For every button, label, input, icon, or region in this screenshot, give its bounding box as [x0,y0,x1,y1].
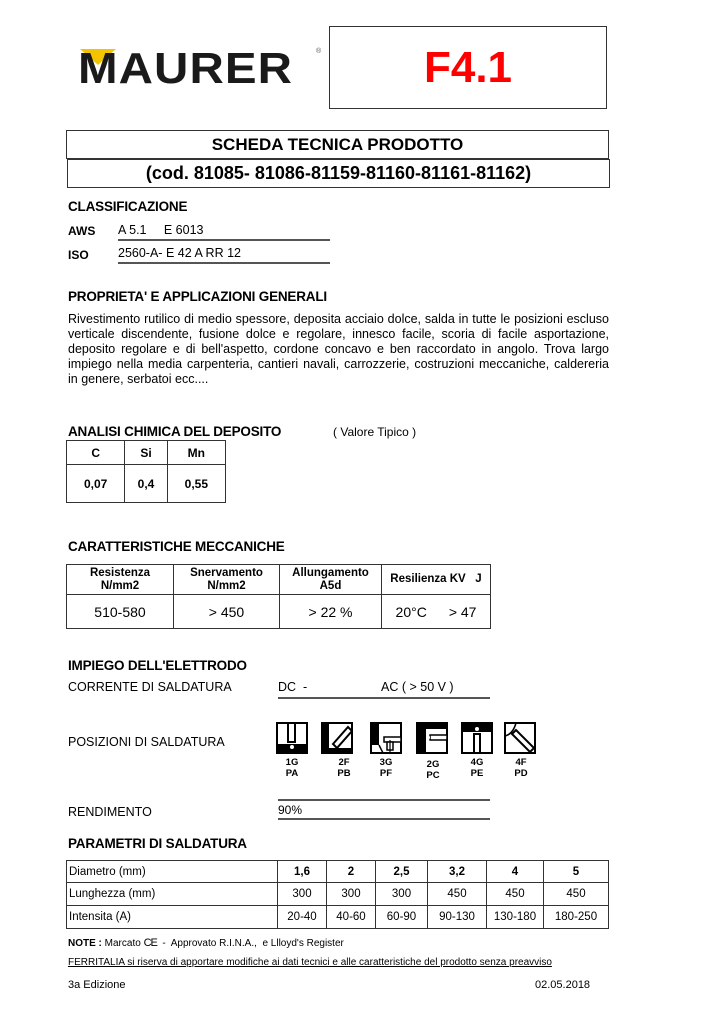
mech-value-resilienza [382,595,491,629]
param-row-label: Diametro (mm) [67,861,278,883]
param-cell: 180-250 [544,906,609,929]
parameters-heading: PARAMETRI DI SALDATURA [68,836,247,851]
iso-value: 2560-A- E 42 A RR 12 [118,246,330,264]
mech-col-label: Resilienza KV J [390,573,482,585]
param-cell: 2,5 [376,861,428,883]
position-iso: PC [426,770,440,781]
maurer-logo [78,46,328,92]
param-cell: 2 [327,861,376,883]
mechanical-header-row [67,565,491,595]
positions-label: POSIZIONI DI SALDATURA [68,735,225,749]
edition: 3a Edizione [68,979,126,991]
resilienza-energy: > 47 [448,603,477,620]
parameters-table [66,860,609,929]
horizontal-groove-weld-icon [416,722,448,754]
chem-value-mn: 0,55 [167,465,225,503]
note-label: NOTE : [68,938,102,949]
disclaimer: FERRITALIA si riserva di apportare modifiche ai dati tecnici e alle caratteristiche del prodotto senza preavviso [68,957,552,968]
chem-col-mn: Mn [167,441,225,465]
current-value-line [278,680,490,699]
resilienza-temperature: 20°C [395,603,427,620]
chemical-table [66,440,226,503]
chemical-value-row [67,465,226,503]
mechanical-heading: CARATTERISTICHE MECCANICHE [68,539,285,554]
registered-mark: ® [316,48,322,55]
current-label: CORRENTE DI SALDATURA [68,680,232,694]
overhead-groove-weld-icon [461,722,493,754]
efficiency-value: 90% [278,803,490,820]
mech-col-label: Resistenza [89,566,151,579]
properties-text: Rivestimento rutilico di medio spessore, deposita acciaio dolce, salda in tutte le posizioni escluso verticale discendente, fusione dolce e regolare, innesco facile, scoria di facile asportazione, deposito regolare e di bell'aspetto, cordone concavo e ben raccordato in angolo. Trova largo impiego nella media carpenteria, cantieri navali, carrozzerie, costruzioni meccaniche, caldereria in genere, serbatoi ecc.... [68,312,609,386]
current-ac: AC ( > 50 V ) [381,680,454,694]
position-label-3g [371,757,401,779]
param-cell: 3,2 [428,861,487,883]
position-iso: PB [337,768,351,779]
param-cell: 300 [278,883,327,906]
param-cell: 1,6 [278,861,327,883]
date: 02.05.2018 [535,979,591,991]
mechanical-value-row [67,595,491,629]
chem-col-si: Si [125,441,167,465]
position-code: 4F [515,757,527,768]
efficiency-label: RENDIMENTO [68,805,152,819]
position-label-4f [506,757,536,779]
overhead-fillet-weld-icon [504,722,536,754]
iso-label: ISO [68,248,89,262]
position-iso: PF [379,768,393,779]
mech-value-allungamento: > 22 % [280,595,382,629]
chem-value-c: 0,07 [67,465,125,503]
chemical-note: ( Valore Tipico ) [333,425,417,439]
efficiency-top-line [278,799,490,801]
position-code: 2F [338,757,350,768]
vertical-up-weld-icon [370,722,402,754]
mech-col-unit: N/mm2 [207,579,246,592]
aws-value: A 5.1 E 6013 [118,223,330,241]
position-code: 4G [470,757,484,768]
current-dc: DC - [278,680,308,694]
chemical-heading: ANALISI CHIMICA DEL DEPOSITO [68,424,282,439]
mech-col-unit: N/mm2 [100,579,140,592]
chem-col-c: C [67,441,125,465]
param-cell: 450 [487,883,544,906]
param-cell: 300 [327,883,376,906]
mech-value-snervamento: > 450 [174,595,280,629]
param-row-label: Lunghezza (mm) [67,883,278,906]
note-text-marked: Marcato [101,938,144,949]
mech-col-resilienza [382,565,491,595]
position-label-1g [277,757,307,779]
mech-col-resistenza [67,565,174,595]
position-code: 3G [379,757,393,768]
mech-col-snervamento [174,565,280,595]
document-title: SCHEDA TECNICA PRODOTTO [66,130,609,159]
param-cell: 5 [544,861,609,883]
footer-note [68,937,344,949]
param-cell: 90-130 [428,906,487,929]
brand-name: MAURER [78,44,294,93]
ce-mark-icon: CE [143,937,157,949]
parameters-row-diameter [67,861,609,883]
flat-groove-weld-icon [276,722,308,754]
position-code: 1G [285,757,299,768]
position-iso: PA [285,768,299,779]
note-text-approvals: - Approvato R.I.N.A., e Llloyd's Register [156,938,344,949]
mech-col-unit: A5d [319,579,342,592]
param-cell: 60-90 [376,906,428,929]
parameters-row-length [67,883,609,906]
position-iso: PE [470,768,484,779]
param-cell: 20-40 [278,906,327,929]
product-codes: (cod. 81085- 81086-81159-81160-81161-81162) [67,159,610,188]
position-iso: PD [514,768,528,779]
param-cell: 40-60 [327,906,376,929]
param-cell: 300 [376,883,428,906]
parameters-row-current [67,906,609,929]
classification-heading: CLASSIFICAZIONE [68,199,188,214]
param-cell: 450 [428,883,487,906]
position-label-2f [329,757,359,779]
mech-col-label: Allungamento [292,566,369,579]
mech-col-allungamento [280,565,382,595]
position-label-4g [462,757,492,779]
chem-value-si: 0,4 [125,465,167,503]
chemical-header-row [67,441,226,465]
position-code: 2G [426,759,440,770]
mech-col-label: Snervamento [190,566,263,579]
param-cell: 4 [487,861,544,883]
position-label-2g [418,759,448,781]
usage-heading: IMPIEGO DELL'ELETTRODO [68,658,247,673]
mechanical-table [66,564,491,629]
param-row-label: Intensita (A) [67,906,278,929]
param-cell: 130-180 [487,906,544,929]
product-code: F4.1 [423,42,513,92]
param-cell: 450 [544,883,609,906]
horizontal-fillet-weld-icon [321,722,353,754]
product-code-box [329,26,607,109]
aws-label: AWS [68,224,96,238]
mech-value-resistenza: 510-580 [67,595,174,629]
properties-heading: PROPRIETA' E APPLICAZIONI GENERALI [68,289,327,304]
